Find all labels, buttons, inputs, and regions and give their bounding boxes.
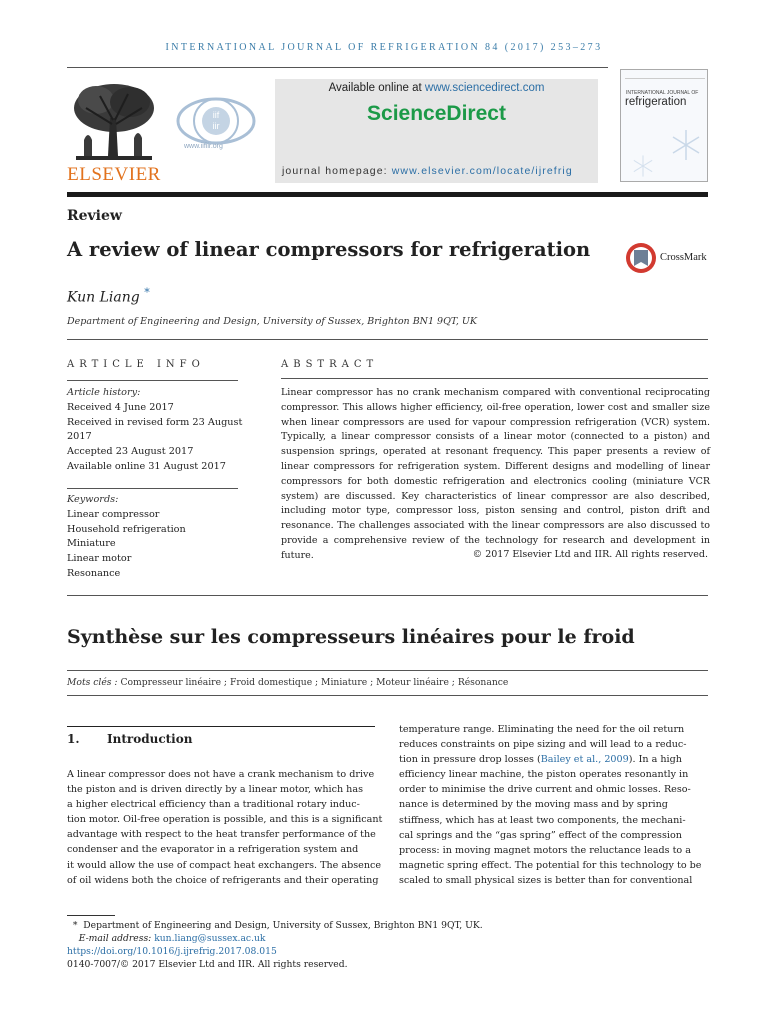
journal-homepage-line <box>282 165 573 177</box>
available-online-line <box>275 82 598 94</box>
author-name: Kun Liang <box>67 289 140 306</box>
body-line: temperature range. Eliminating the need for the oil return <box>399 724 685 735</box>
french-keywords <box>67 677 508 688</box>
body-line: order to minimise the drive current and ohmic losses. Reso- <box>399 784 691 796</box>
french-keywords-top-rule <box>67 670 708 671</box>
abstract-bottom-rule <box>67 595 708 596</box>
abstract-heading: ABSTRACT <box>281 359 379 370</box>
snowflake-icon <box>631 154 655 178</box>
iifiir-url[interactable]: www.iifiir.org <box>184 143 223 150</box>
body-line-with-citation <box>399 752 708 767</box>
keyword-item: Miniature <box>67 538 116 550</box>
iifiir-logo-top: iif <box>212 110 220 120</box>
section-type: Review <box>67 208 122 224</box>
body-line: nance is determined by the moving mass and by spring <box>399 799 668 811</box>
journal-homepage-link[interactable]: www.elsevier.com/locate/ijrefrig <box>391 165 573 177</box>
keyword-item: Resonance <box>67 567 121 579</box>
sciencedirect-brand: ScienceDirect <box>367 102 506 125</box>
body-line: of oil widens both the choice of refrigerants and their operating <box>67 874 379 886</box>
footnote-mark: * <box>72 920 78 931</box>
introduction-heading <box>67 732 192 746</box>
french-keywords-text: Compresseur linéaire ; Froid domestique ; Miniature ; Moteur linéaire ; Résonance <box>120 677 509 688</box>
french-keywords-bottom-rule <box>67 695 708 696</box>
abstract-copyright: © 2017 Elsevier Ltd and IIR. All rights reserved. <box>472 549 708 560</box>
body-column-right <box>399 722 708 888</box>
available-online-label: Available online at <box>328 82 425 94</box>
history-item: Available online 31 August 2017 <box>67 460 226 472</box>
body-line-part: ). In a high <box>628 754 682 766</box>
body-line-part: tion in pressure drop losses ( <box>399 754 541 766</box>
running-head: INTERNATIONAL JOURNAL OF REFRIGERATION 84 (2017) 253–273 <box>165 42 603 53</box>
author-affiliation: Department of Engineering and Design, University of Sussex, Brighton BN1 9QT, UK <box>67 316 477 327</box>
body-line: advantage with respect to the heat transfer performance of the <box>67 829 376 841</box>
footnote-doi <box>67 945 483 958</box>
body-line: A linear compressor does not have a crank mechanism to drive <box>67 769 375 780</box>
author-line <box>67 286 150 306</box>
abstract-rule <box>281 378 708 379</box>
iifiir-logo-bottom: iir <box>212 121 220 131</box>
article-history <box>67 386 247 475</box>
french-keywords-label: Mots clés : <box>67 677 118 688</box>
footnote-email <box>67 932 483 945</box>
french-title: Synthèse sur les compresseurs linéaires pour le froid <box>67 626 635 648</box>
body-line: a higher electrical efficiency than a traditional rotary induc- <box>67 799 360 811</box>
email-label: E-mail address: <box>78 933 152 944</box>
history-item: Received 4 June 2017 <box>67 401 174 413</box>
keywords-list <box>67 493 247 582</box>
body-column-left <box>67 767 383 888</box>
footnote-affiliation <box>67 919 483 932</box>
keywords-rule <box>67 488 238 489</box>
footnotes <box>67 919 483 971</box>
section-number: 1. <box>67 732 80 746</box>
body-line: cal springs and the “gas spring” effect of the compression <box>399 829 682 841</box>
email-link[interactable]: kun.liang@sussex.ac.uk <box>154 933 266 944</box>
journal-homepage-label: journal homepage: <box>282 165 392 177</box>
body-line: efficiency linear machine, the piston operates resonantly in <box>399 769 689 781</box>
keyword-item: Linear motor <box>67 553 132 565</box>
top-rule <box>67 67 608 68</box>
body-line: tion motor. Oil-free operation is possible, and this is a significant <box>67 814 383 826</box>
article-title: A review of linear compressors for refrigeration <box>67 238 591 261</box>
journal-cover <box>620 69 708 182</box>
cover-journal-name: refrigeration <box>625 96 687 108</box>
body-line: stiffness, which has at least two components, the mechani- <box>399 814 686 826</box>
body-line: the piston and is driven directly by a linear motor, which has <box>67 784 363 796</box>
info-top-rule <box>67 339 708 340</box>
body-line: condenser and the evaporator in a refrigeration system and <box>67 844 359 856</box>
doi-link[interactable]: https://doi.org/10.1016/j.ijrefrig.2017.08.015 <box>67 946 277 957</box>
header-thick-rule <box>67 192 708 197</box>
keyword-item: Linear compressor <box>67 508 160 520</box>
section-title: Introduction <box>107 732 193 746</box>
footnote-rule <box>67 915 115 916</box>
article-info-heading: ARTICLE INFO <box>67 359 205 370</box>
history-item: 2017 <box>67 431 92 443</box>
citation-link[interactable]: Bailey et al., 2009 <box>540 754 629 766</box>
history-item: Received in revised form 23 August <box>67 416 243 428</box>
iifiir-logo <box>176 96 256 146</box>
body-line: scaled to small physical sizes is better than for conventional <box>399 874 693 886</box>
crossmark-label[interactable]: CrossMark <box>660 252 707 263</box>
footnote-affiliation-text: Department of Engineering and Design, University of Sussex, Brighton BN1 9QT, UK. <box>83 920 483 931</box>
history-item: Accepted 23 August 2017 <box>67 446 194 458</box>
body-line: process: in moving magnet motors the reluctance leads to a <box>399 844 691 856</box>
sciencedirect-link[interactable]: www.sciencedirect.com <box>424 82 545 94</box>
footnote-issn: 0140-7007/© 2017 Elsevier Ltd and IIR. All rights reserved. <box>67 959 348 970</box>
cover-journal-prefix: INTERNATIONAL JOURNAL OF <box>626 90 699 96</box>
keyword-item: Household refrigeration <box>67 523 186 535</box>
introduction-rule <box>67 726 375 727</box>
body-line: it would allow the use of compact heat exchangers. The absence <box>67 859 382 871</box>
cover-header-line <box>625 74 705 79</box>
body-line: magnetic spring effect. The potential for this technology to be <box>399 859 702 871</box>
history-label: Article history: <box>67 387 141 398</box>
author-footnote-mark[interactable]: * <box>144 286 150 299</box>
article-info-rule <box>67 380 238 381</box>
snowflake-icon <box>669 128 703 162</box>
elsevier-wordmark: ELSEVIER <box>67 164 161 185</box>
abstract-text: Linear compressor has no crank mechanism compared with conventional reciprocating compressor. This allows higher efficiency, oil-free operation, lower cost and smaller size when linear compressors are used for vapour compression refrigeration (VCR) system. Typically, a linear compressor consists of a linear motor (connected to a piston) and suspension springs, operated at resonant frequency. This paper presents a review of linear compressors for refrigeration system. Different designs and modelling of linear compressors for both domestic refrigeration and electronics cooling (miniature VCR system) are discussed. Key characteristics of linear compressor are also described, including motor type, compressor loss, piston sensing and control, piston drift and resonance. The challenges associated with the linear compressors are also discussed to provide a comprehensive review of the technology for research and development in future. <box>281 387 710 561</box>
body-line: reduces constraints on pipe sizing and will lead to a reduc- <box>399 739 687 751</box>
keywords-label: Keywords: <box>67 494 119 505</box>
